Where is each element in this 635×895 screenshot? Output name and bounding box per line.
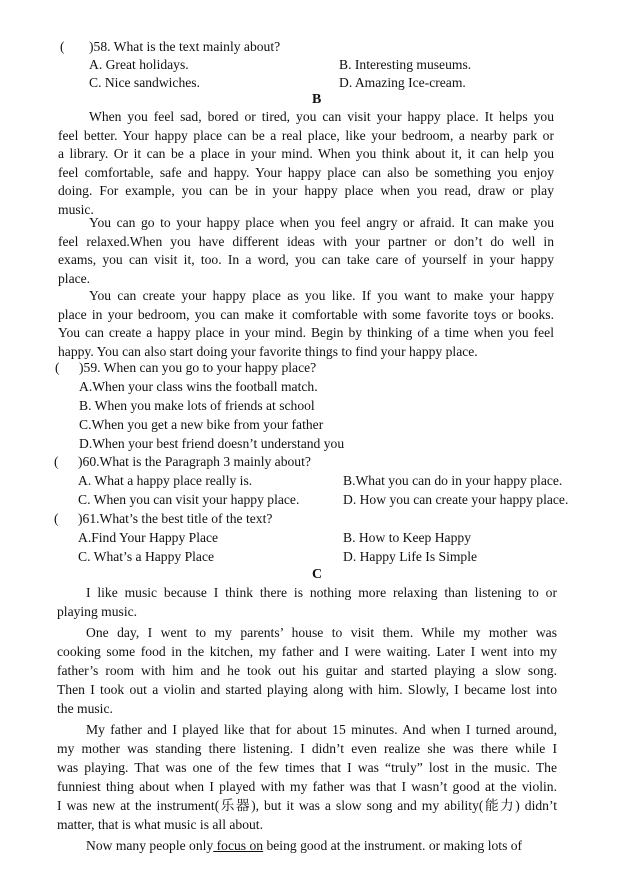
answer-paren: ( xyxy=(54,454,59,469)
text-line: playing music. xyxy=(57,604,138,619)
section-c-heading: C xyxy=(312,567,323,582)
text-line: doing. For example, you can be in your happy place when you read, draw or play xyxy=(58,183,554,198)
option-c: C. Nice sandwiches. xyxy=(89,75,200,90)
text-line: place. xyxy=(58,270,91,286)
text-segment: Now many people only xyxy=(86,838,214,853)
text-line: music. xyxy=(58,201,94,217)
text-line: You can go to your happy place when you feel angry or afraid. It can make you xyxy=(89,215,554,230)
option-d: D. Happy Life Is Simple xyxy=(343,549,478,564)
text-line: My father and I played like that for about 15 minutes. And when I turned around, xyxy=(86,722,557,737)
text-line: I was new at the instrument(乐器), but it was a slow song and my ability(能力) didn’t xyxy=(57,798,557,813)
text-line: When you feel sad, bored or tired, you can visit your happy place. It helps you xyxy=(89,109,554,124)
option-c: C. What’s a Happy Place xyxy=(78,549,215,564)
text-line: place in your bedroom, you can make it comfortable with some favorite toys or books. xyxy=(58,306,554,322)
option-b: B. Interesting museums. xyxy=(339,57,472,72)
question-stem: )59. When can you go to your happy place? xyxy=(79,360,317,375)
option-c: C. When you can visit your happy place. xyxy=(78,492,300,507)
text-line: father’s room with him and he took out his guitar and started playing a slow song. xyxy=(57,663,557,678)
answer-paren: ( xyxy=(55,360,60,375)
text-line: Then I took out a violin and started playing along with him. Slowly, I became lost into xyxy=(57,682,557,697)
option-a: A. What a happy place really is. xyxy=(78,473,253,488)
option-b: B. When you make lots of friends at school xyxy=(79,398,315,413)
text-line: You can create a happy place in your mind. Begin by thinking of a time when you feel xyxy=(58,325,554,340)
text-line: was playing. That was one of the few times that I was “truly” lost in the music. The xyxy=(57,760,557,775)
answer-paren: ( xyxy=(54,511,59,526)
option-a: A.Find Your Happy Place xyxy=(78,530,219,545)
text-line: happy. You can also start doing your favorite things to find your happy place. xyxy=(58,343,478,359)
text-line: You can create your happy place as you like. If you want to make your happy xyxy=(89,288,554,303)
text-line: a library. Or it can be a place in your mind. When you think about it, it can help you xyxy=(58,146,554,161)
option-d: D.When your best friend doesn’t understand you xyxy=(79,436,345,451)
option-b: B.What you can do in your happy place. xyxy=(343,473,563,488)
option-a: A.When your class wins the football match. xyxy=(79,379,318,394)
option-d: D. Amazing Ice-cream. xyxy=(339,75,466,90)
option-b: B. How to Keep Happy xyxy=(343,530,471,545)
text-line: my mother was standing there listening. I didn’t even realize she was there while I xyxy=(57,741,557,756)
question-stem: )61.What’s the best title of the text? xyxy=(78,511,273,526)
text-line: One day, I went to my parents’ house to visit them. While my mother was xyxy=(86,625,557,640)
option-c: C.When you get a new bike from your father xyxy=(79,417,324,432)
text-line: feel comfortable, safe and happy. Your happy place can also be something you enjoy xyxy=(58,164,554,180)
section-b-heading: B xyxy=(312,92,322,107)
text-segment: being good at the instrument. or making lots of xyxy=(263,838,523,853)
text-line: feel better. Your happy place can be a real place, like your bedroom, a nearby park or xyxy=(58,127,554,143)
answer-paren: ( xyxy=(60,39,65,54)
question-stem: )60.What is the Paragraph 3 mainly about? xyxy=(78,454,311,469)
option-a: A. Great holidays. xyxy=(89,57,189,72)
text-line: the music. xyxy=(57,701,113,716)
option-d: D. How you can create your happy place. xyxy=(343,492,569,507)
text-line: cooking some food in the kitchen, my father and I were waiting. Later I went into my xyxy=(57,644,557,659)
section-c-paragraph-4 xyxy=(86,837,522,855)
text-line: I like music because I think there is nothing more relaxing than listening to or xyxy=(86,585,557,600)
question-stem: )58. What is the text mainly about? xyxy=(89,39,281,54)
text-line: exams, you can visit it, too. In a word, you can take care of yourself in your happy xyxy=(58,252,554,267)
text-line: funniest thing about when I played with my father was that I wasn’t good at the violin. xyxy=(57,779,557,794)
text-line: feel relaxed.When you have different ideas with your partner or don’t do well in xyxy=(58,233,554,249)
underlined-phrase: focus on xyxy=(213,838,264,853)
text-line: matter, that is what music is all about. xyxy=(57,817,263,832)
